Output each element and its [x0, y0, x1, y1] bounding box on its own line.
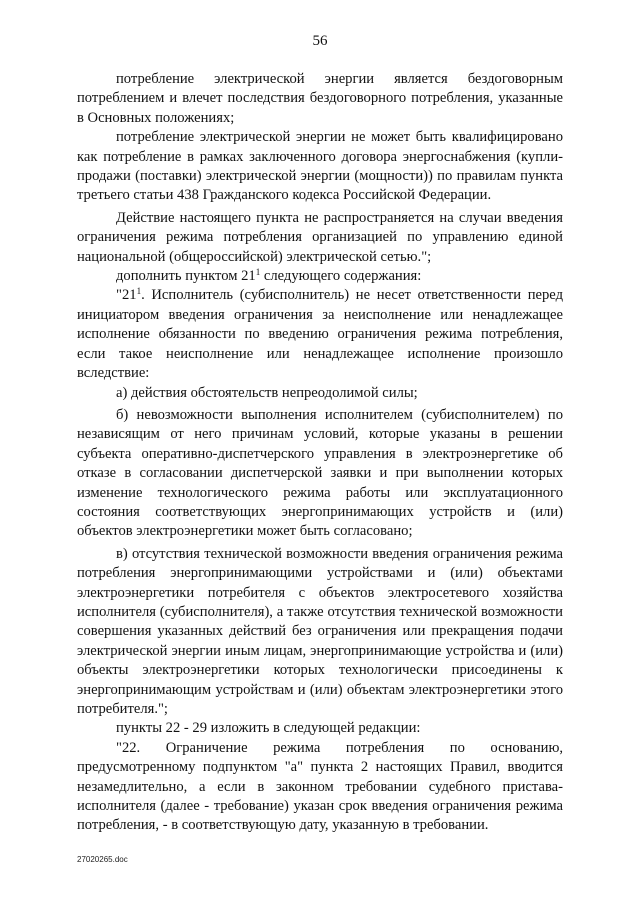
document-body	[77, 70, 563, 836]
paragraph-point-22: "22. Ограничение режима потребления по основанию, предусмотренному подпунктом "а" пункта 2 настоящих Правил, вводится незамедлительно, а если в законном требовании судебного пристава-исполнителя (далее - требование) указан срок введения ограничения режима потребления, - в соответствующую дату, указанную в требовании.	[77, 739, 563, 834]
superscript-index: 1	[136, 286, 142, 297]
paragraph-exception-national-grid: Действие настоящего пункта не распространяется на случаи введения ограничения режима потребления организацией по управлению единой национальной (общероссийской) электрической сетью.";	[77, 209, 563, 265]
paragraph-add-point-21-1	[77, 267, 563, 286]
subparagraph-b: б) невозможности выполнения исполнителем (субисполнителем) по независящим от него причинам условий, которые указаны в решении субъекта оперативно-диспетчерского управления в электроэнергетике об отказе в согласовании диспетчерской заявки и при выполнении которых изменение технологического режима работы или эксплуатационного состояния соответствующих энергопринимающих устройств и (или) объектов электроэнергетики может быть согласовано;	[77, 406, 563, 540]
point-21-1-number: "21	[116, 287, 137, 304]
subparagraph-a: а) действия обстоятельств непреодолимой силы;	[116, 384, 418, 401]
paragraph-add-point-tail: следующего содержания:	[260, 268, 422, 285]
paragraph-not-qualified-contract: потребление электрической энергии не может быть квалифицировано как потребление в рамках заключенного договора энергоснабжения (купли-продажи (поставки) электрической энергии (мощности)) по правилам пункта третьего статьи 438 Гражданского кодекса Российской Федерации.	[77, 129, 563, 204]
superscript-index: 1	[255, 267, 261, 278]
point-21-1-text: . Исполнитель (субисполнитель) не несет ответственности перед инициатором введения ограничения за неисполнение или ненадлежащее исполнение обязанности по введению ограничения режима потребления, если такое неисполнение или ненадлежащее исполнение произошло вследствие:	[77, 287, 563, 382]
paragraph-points-22-29: пункты 22 - 29 изложить в следующей редакции:	[116, 720, 421, 737]
subparagraph-v: в) отсутствия технической возможности введения ограничения режима потребления энергопринимающими устройствами и (или) объектами электроэнергетики потребителя с объектов электросетевого хозяйства исполнителя (субисполнителя), а также отсутствия технической возможности совершения указанных действий без ограничения или прекращения подачи электрической энергии иным лицам, энергопринимающие устройства и (или) объекты электроэнергетики которых технологически присоединены к энергопринимающим устройствам и (или) объектам электроэнергетики этого потребителя.";	[77, 545, 563, 717]
footer-filename: 27020265.doc	[77, 855, 128, 864]
paragraph-add-point-text: дополнить пунктом 21	[116, 268, 256, 285]
page-number: 56	[312, 33, 328, 49]
paragraph-unauthorized-consumption: потребление электрической энергии является бездоговорным потреблением и влечет последствия бездоговорного потребления, указанные в Основных положениях;	[77, 71, 563, 126]
paragraph-point-21-1	[77, 286, 563, 383]
